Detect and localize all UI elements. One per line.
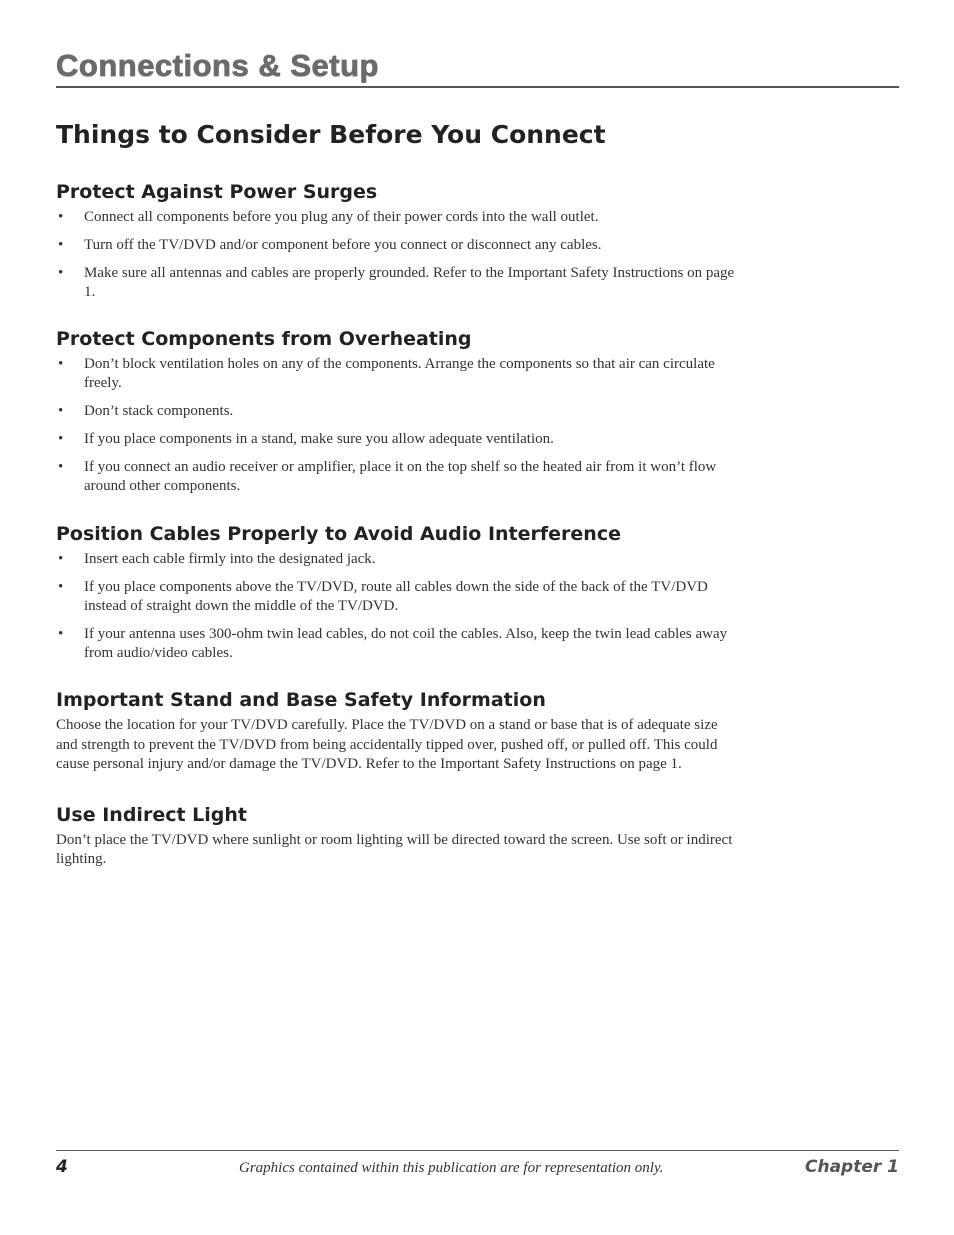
section-paragraph: Don’t place the TV/DVD where sunlight or room lighting will be directed toward the screen. Use soft or indirect lighting. — [56, 831, 733, 868]
section-heading: Protect Against Power Surges — [56, 181, 378, 203]
section-indirect-light — [56, 803, 736, 870]
chapter-label: Chapter 1 — [804, 1157, 899, 1177]
section-power-surges — [56, 180, 736, 302]
section-label: Connections & Setup — [56, 48, 379, 83]
section-heading: Protect Components from Overheating — [56, 328, 472, 350]
page-number: 4 — [56, 1157, 68, 1177]
list-item: • If you place components above the TV/DVD, route all cables down the side of the back of the TV/DVD instead of straight down the middle of the TV/DVD. — [58, 579, 708, 614]
list-item: • If you place components in a stand, make sure you allow adequate ventilation. — [58, 431, 554, 447]
page-header — [56, 44, 899, 88]
bullet-list — [56, 550, 736, 663]
bullet-list — [56, 355, 736, 496]
list-item: • Insert each cable firmly into the designated jack. — [58, 551, 376, 567]
list-item: • Connect all components before you plug any of their power cords into the wall outlet. — [58, 209, 599, 225]
list-item: • Make sure all antennas and cables are properly grounded. Refer to the Important Safety Instructions on page 1. — [58, 265, 735, 300]
section-stand-safety — [56, 688, 736, 775]
bullet-list — [56, 208, 736, 302]
section-heading: Use Indirect Light — [56, 803, 247, 826]
page-title: Things to Consider Before You Connect — [56, 120, 606, 149]
section-heading: Important Stand and Base Safety Information — [56, 689, 546, 711]
list-item: • If your antenna uses 300-ohm twin lead cables, do not coil the cables. Also, keep the twin lead cables away from audio/video cables. — [58, 626, 728, 661]
footer-note: Graphics contained within this publication are for representation only. — [239, 1160, 664, 1176]
main-content — [56, 118, 736, 894]
list-item: • Don’t block ventilation holes on any of the components. Arrange the components so that air can circulate freely. — [58, 356, 715, 391]
page-footer — [56, 1150, 899, 1187]
section-cable-interference — [56, 522, 736, 663]
section-overheating — [56, 327, 736, 496]
list-item: • Turn off the TV/DVD and/or component before you connect or disconnect any cables. — [58, 237, 602, 253]
list-item: • If you connect an audio receiver or amplifier, place it on the top shelf so the heated air from it won’t flow around other components. — [58, 459, 717, 494]
section-paragraph: Choose the location for your TV/DVD carefully. Place the TV/DVD on a stand or base that is of adequate size and strength to prevent the TV/DVD from being accidentally tipped over, pushed off, or pulled off. This could cause personal injury and/or damage the TV/DVD. Refer to the Important Safety Instructions on page 1. — [56, 717, 718, 773]
section-heading: Position Cables Properly to Avoid Audio Interference — [56, 523, 621, 545]
list-item: • Don’t stack components. — [58, 403, 234, 419]
